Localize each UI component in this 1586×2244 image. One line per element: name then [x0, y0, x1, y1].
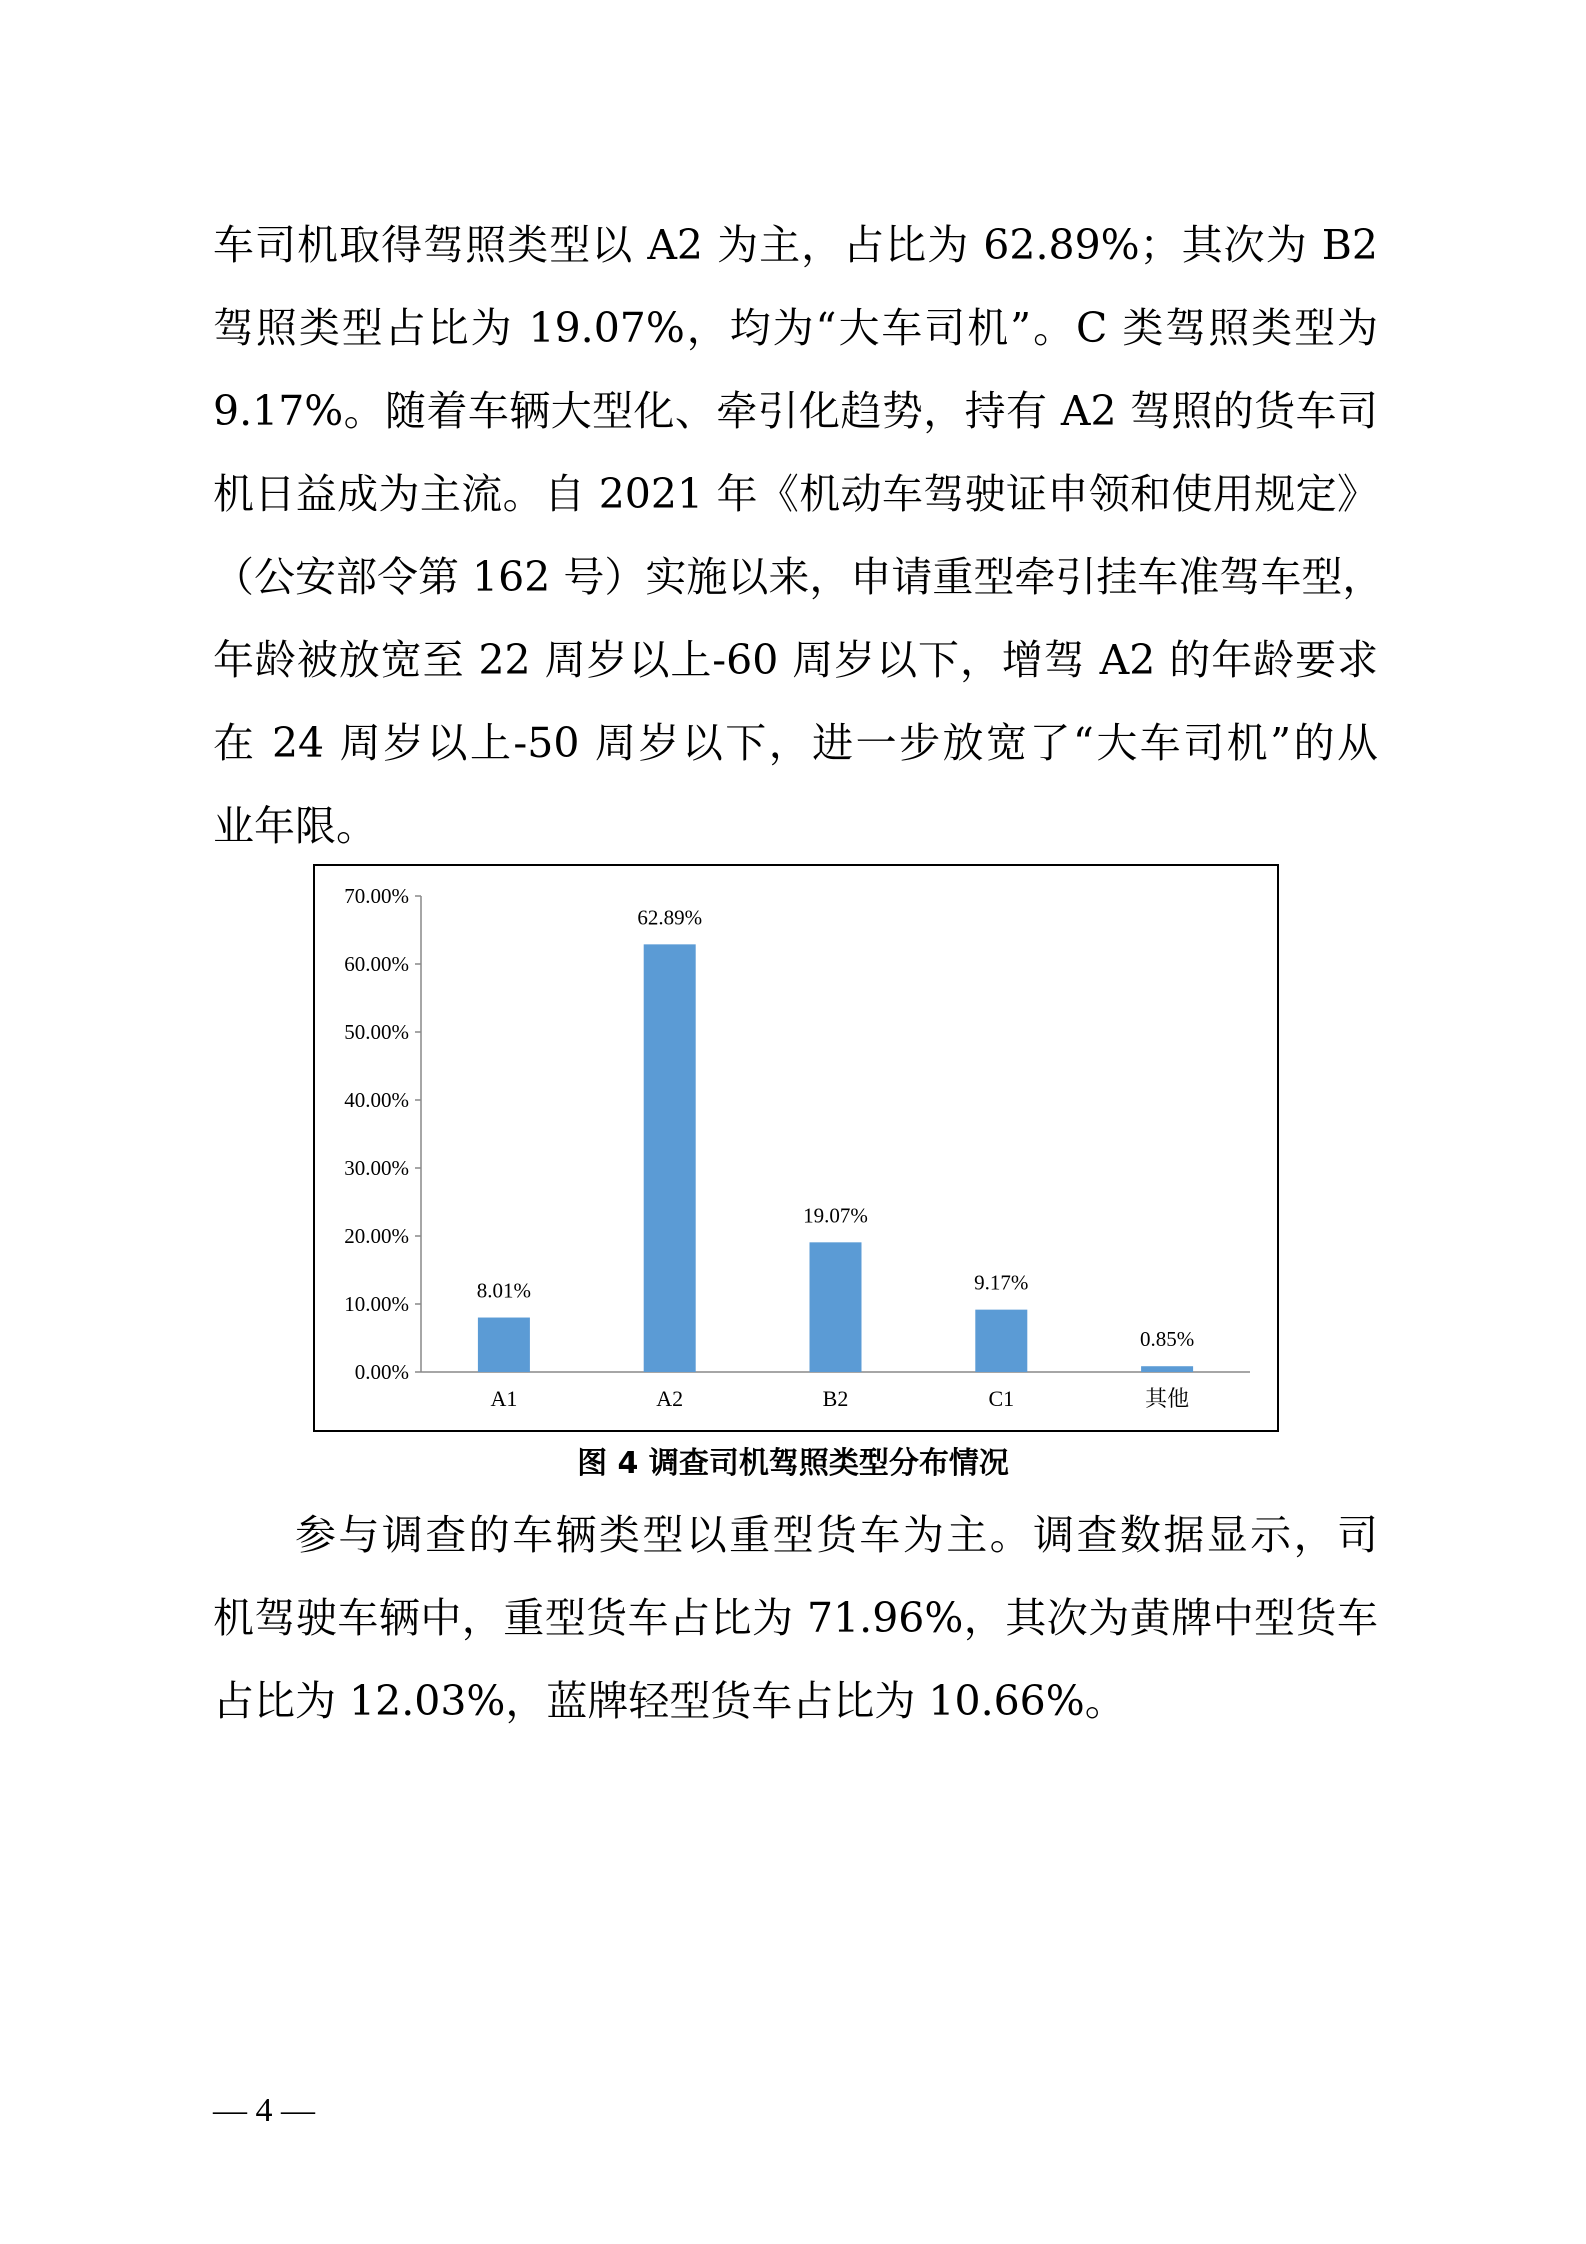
data-label: 8.01% [476, 1278, 532, 1303]
data-label: 0.85% [1139, 1327, 1195, 1352]
bar-chart [313, 864, 1279, 1432]
page-number: — 4 — [213, 2092, 315, 2129]
text-line: 业年限。 [213, 802, 377, 850]
y-tick-label: 30.00% [344, 1156, 409, 1180]
x-tick-label: A2 [656, 1386, 684, 1411]
text-line: 在 24 周岁以上-50 周岁以下，进一步放宽了“大车司机”的从 [213, 719, 1378, 767]
bar [644, 944, 696, 1372]
bar-chart-svg [315, 866, 1277, 1430]
x-tick-label: B2 [822, 1386, 849, 1411]
text-line: 参与调查的车辆类型以重型货车为主。调查数据显示，司 [295, 1511, 1378, 1559]
bar [1141, 1366, 1193, 1372]
text-line: 9.17%。随着车辆大型化、牵引化趋势，持有 A2 驾照的货车司 [213, 387, 1378, 435]
y-tick-label: 0.00% [354, 1360, 409, 1384]
text-line: 车司机取得驾照类型以 A2 为主，占比为 62.89%；其次为 B2 [213, 221, 1378, 269]
x-tick-label: C1 [988, 1386, 1015, 1411]
y-tick-label: 20.00% [344, 1224, 409, 1248]
data-label: 19.07% [803, 1203, 868, 1228]
y-tick-label: 10.00% [344, 1292, 409, 1316]
bar [810, 1242, 862, 1372]
paragraph-1 [213, 204, 1384, 868]
text-line: 占比为 12.03%，蓝牌轻型货车占比为 10.66%。 [213, 1677, 1126, 1725]
paragraph-2 [213, 1494, 1378, 1743]
data-label: 9.17% [974, 1270, 1029, 1295]
figure-caption: 图 4 调查司机驾照类型分布情况 [577, 1446, 1009, 1481]
y-tick-label: 50.00% [344, 1020, 409, 1044]
data-label: 62.89% [637, 905, 703, 930]
y-tick-label: 40.00% [344, 1088, 409, 1112]
bar [975, 1310, 1027, 1372]
y-tick-label: 70.00% [344, 884, 409, 908]
bar [478, 1318, 530, 1372]
text-line: 机日益成为主流。自 2021 年《机动车驾驶证申领和使用规定》 [213, 470, 1378, 518]
text-line: （公安部令第 162 号）实施以来，申请重型牵引挂车准驾车型， [213, 553, 1384, 601]
y-tick-label: 60.00% [344, 952, 409, 976]
text-line: 年龄被放宽至 22 周岁以上-60 周岁以下，增驾 A2 的年龄要求 [213, 636, 1378, 684]
text-line: 机驾驶车辆中，重型货车占比为 71.96%，其次为黄牌中型货车 [213, 1594, 1378, 1642]
x-tick-label: A1 [490, 1386, 518, 1411]
x-tick-label: 其他 [1145, 1386, 1190, 1411]
text-line: 驾照类型占比为 19.07%，均为“大车司机”。C 类驾照类型为 [213, 304, 1378, 352]
